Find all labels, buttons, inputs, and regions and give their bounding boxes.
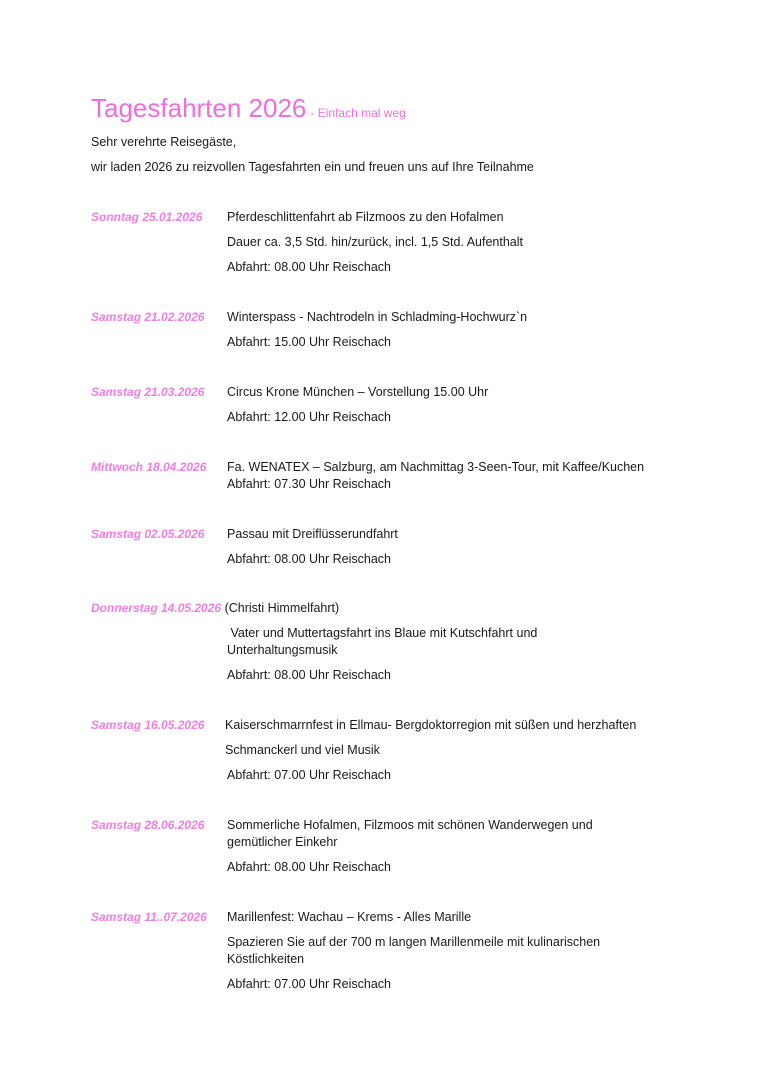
trip-departure: Abfahrt: 08.00 Uhr Reischach: [227, 668, 391, 682]
trip-departure: Abfahrt: 07.00 Uhr Reischach: [227, 977, 391, 991]
trip-line: Circus Krone München – Vorstellung 15.00 Uhr: [227, 385, 489, 399]
trip-line: gemütlicher Einkehr: [227, 835, 338, 849]
trip-line: Unterhaltungsmusik: [227, 643, 338, 657]
intro: wir laden 2026 zu reizvollen Tagesfahrten ein und freuen uns auf Ihre Teilnahme: [91, 160, 534, 174]
trip-line: Dauer ca. 3,5 Std. hin/zurück, incl. 1,5 Std. Aufenthalt: [227, 235, 524, 249]
trip-departure: Abfahrt: 07.00 Uhr Reischach: [227, 768, 391, 782]
trip-date: Samstag 21.03.2026: [91, 385, 205, 399]
trip-line: Passau mit Dreiflüsserundfahrt: [227, 527, 398, 541]
trip-departure: Abfahrt: 07.30 Uhr Reischach: [227, 477, 391, 491]
trip-date: Samstag 11..07.2026: [91, 910, 207, 924]
trip-departure: Abfahrt: 08.00 Uhr Reischach: [227, 552, 391, 566]
title-subtitle: - Einfach mal weg: [310, 106, 406, 120]
trip-date: Samstag 28.06.2026: [91, 818, 205, 832]
trip-line: Marillenfest: Wachau – Krems - Alles Marille: [227, 910, 472, 924]
trip-line: Kaiserschmarrnfest in Ellmau- Bergdoktorregion mit süßen und herzhaften: [225, 718, 637, 732]
trip-departure: Abfahrt: 08.00 Uhr Reischach: [227, 260, 391, 274]
trip-date-row: [91, 600, 339, 616]
trip-line: Schmanckerl und viel Musik: [225, 743, 380, 757]
trip-date: Samstag 16.05.2026: [91, 718, 205, 732]
trip-line: Fa. WENATEX – Salzburg, am Nachmittag 3-Seen-Tour, mit Kaffee/Kuchen: [227, 460, 645, 474]
trip-line: Spazieren Sie auf der 700 m langen Marillenmeile mit kulinarischen: [227, 935, 601, 949]
trip-date: Mittwoch 18.04.2026: [91, 460, 207, 474]
trip-line: Köstlichkeiten: [227, 952, 305, 966]
trip-date: Samstag 02.05.2026: [91, 527, 205, 541]
trip-departure: Abfahrt: 12.00 Uhr Reischach: [227, 410, 391, 424]
title-main: Tagesfahrten 2026: [91, 93, 307, 123]
page-title: [91, 93, 406, 124]
trip-departure: Abfahrt: 08.00 Uhr Reischach: [227, 860, 391, 874]
trip-date: Sonntag 25.01.2026: [91, 210, 203, 224]
greeting: Sehr verehrte Reisegäste,: [91, 135, 237, 149]
trip-line: Vater und Muttertagsfahrt ins Blaue mit Kutschfahrt und: [227, 626, 538, 640]
trip-line: Pferdeschlittenfahrt ab Filzmoos zu den Hofalmen: [227, 210, 504, 224]
trip-note: (Christi Himmelfahrt): [224, 601, 340, 615]
trip-line: Sommerliche Hofalmen, Filzmoos mit schönen Wanderwegen und: [227, 818, 593, 832]
trip-date: Samstag 21.02.2026: [91, 310, 205, 324]
trip-line: Winterspass - Nachtrodeln in Schladming-Hochwurz`n: [227, 310, 528, 324]
trip-departure: Abfahrt: 15.00 Uhr Reischach: [227, 335, 391, 349]
trip-date: Donnerstag 14.05.2026: [91, 601, 222, 615]
